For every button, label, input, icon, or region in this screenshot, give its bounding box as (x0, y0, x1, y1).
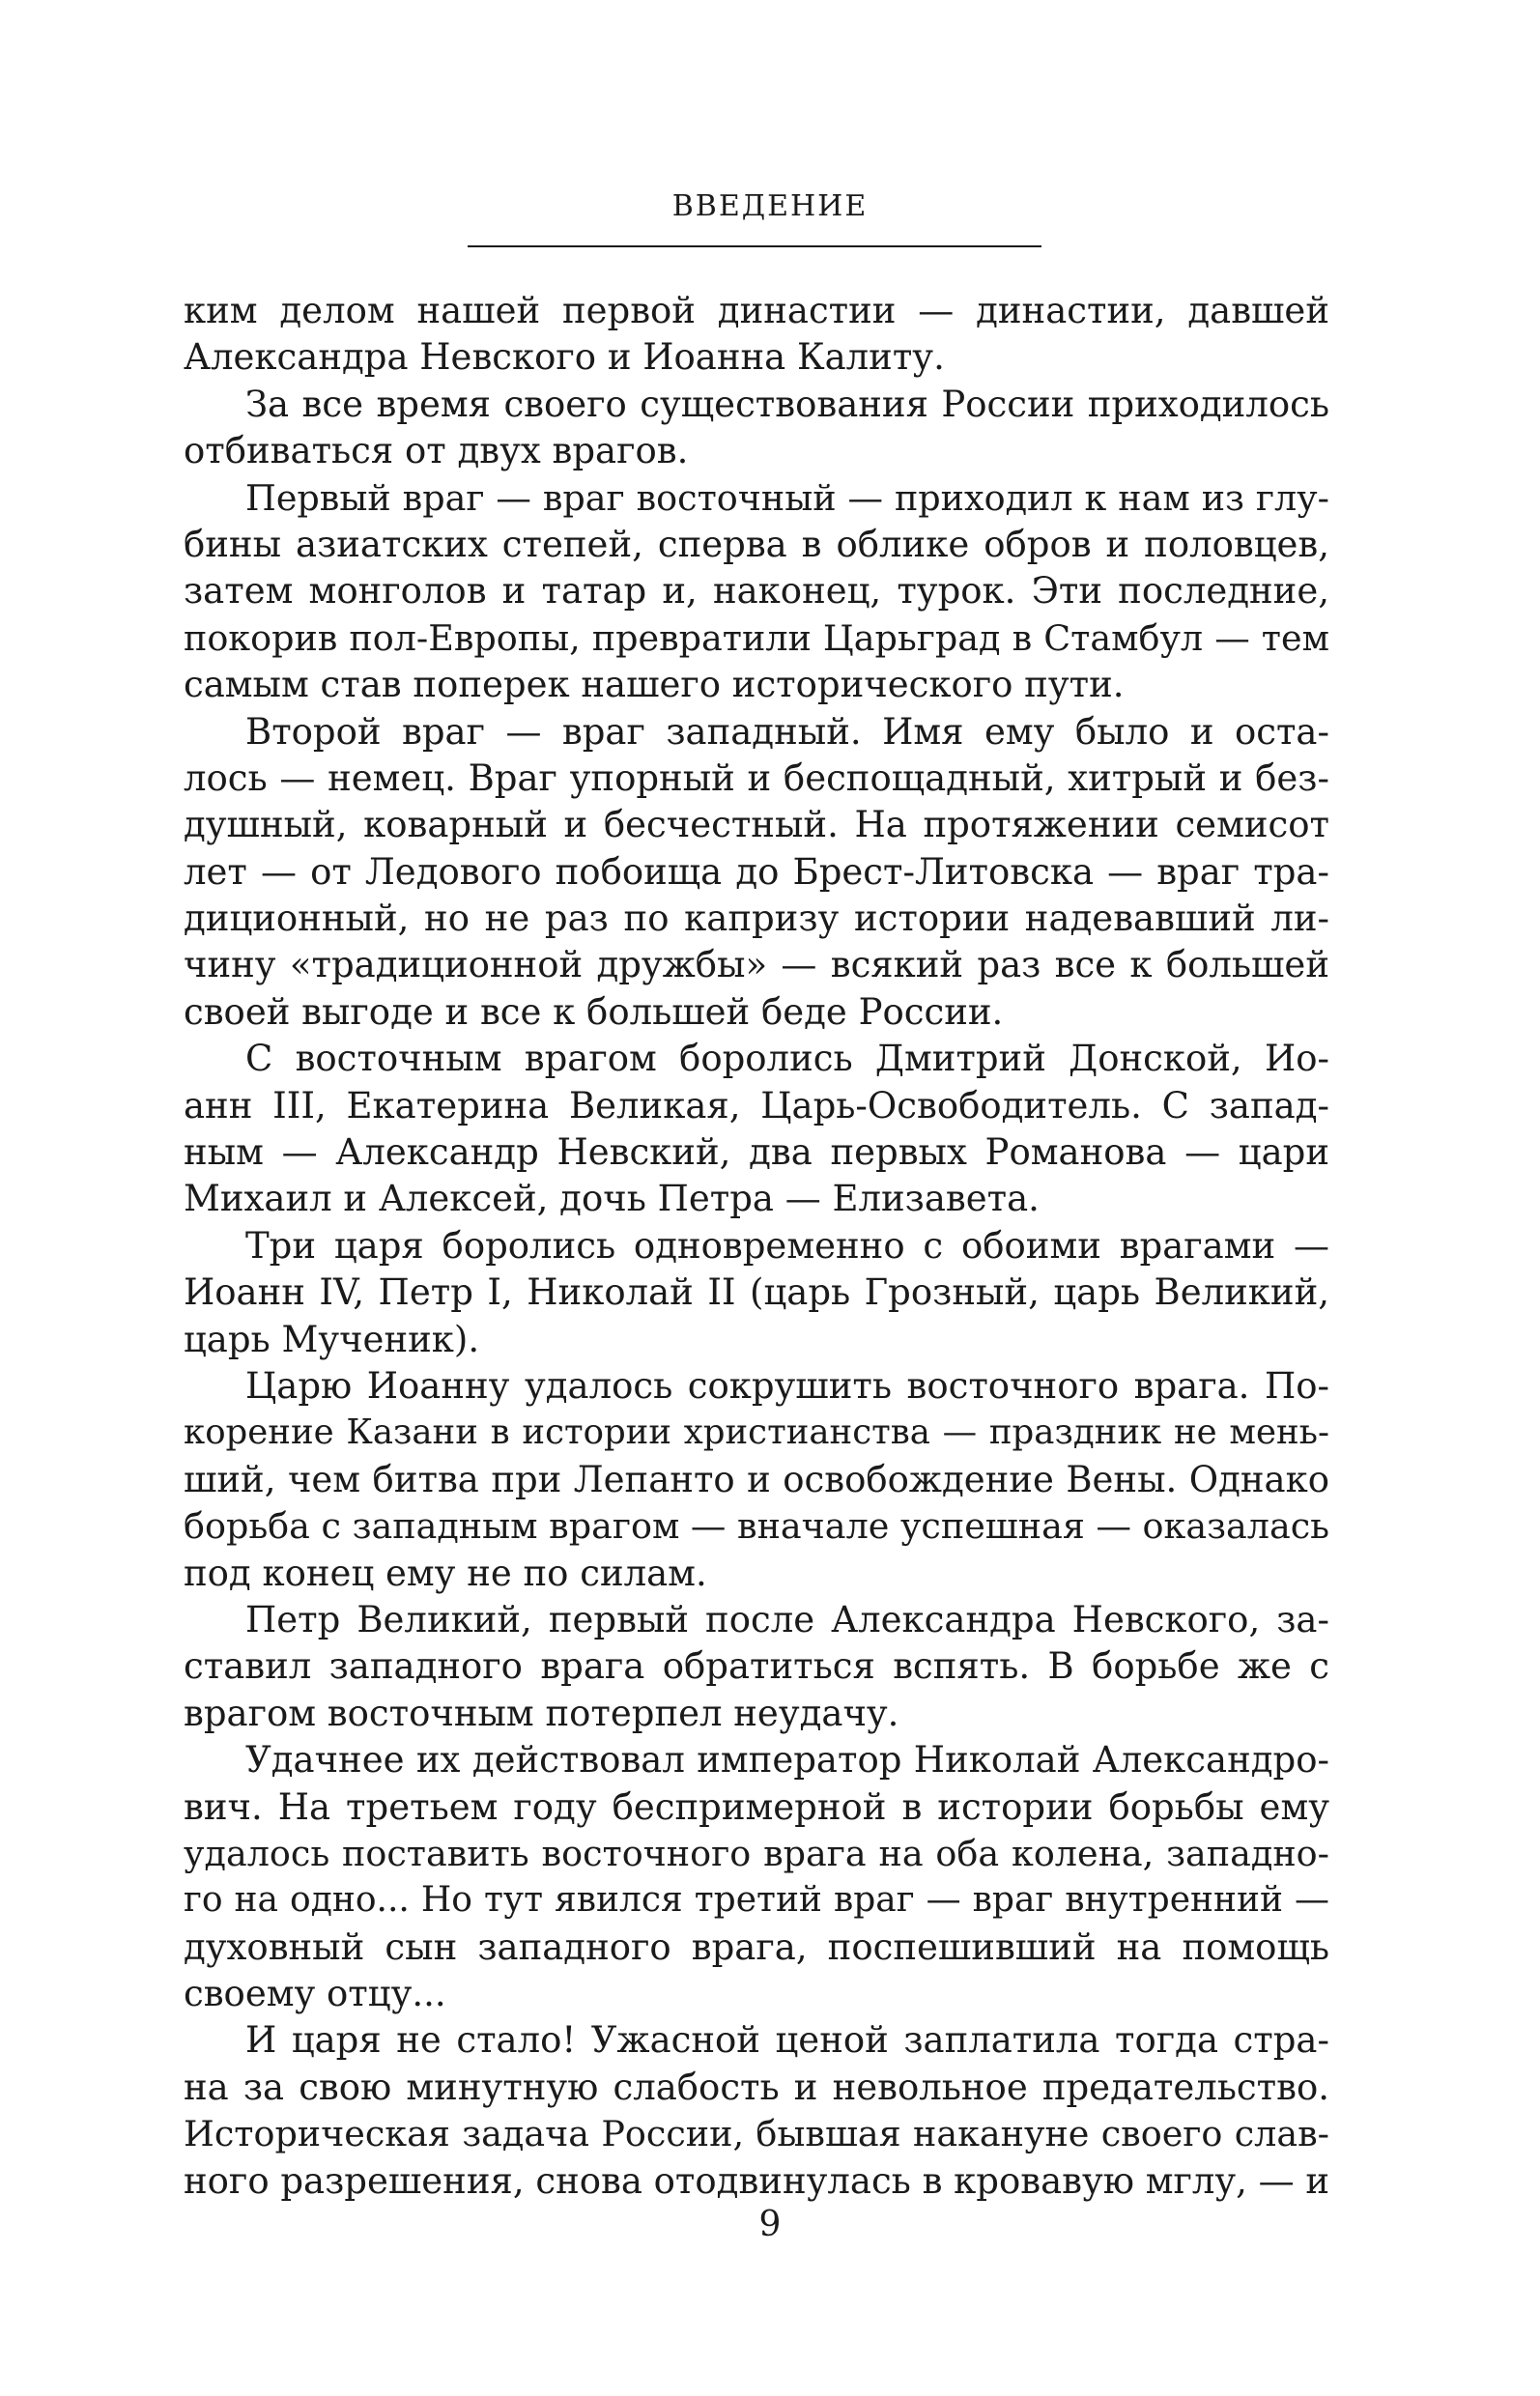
text-line: ким делом нашей первой династии — династии, давшей (184, 290, 1329, 331)
header-rule (468, 245, 1041, 247)
text-line: го на одно... Но тут явился третий враг — враг внутренний — (184, 1880, 1329, 1921)
text-line: лет — от Ледового побоища до Брест-Литовска — враг тра- (184, 850, 1329, 893)
text-line: самым став поперек нашего исторического пути. (184, 664, 1125, 706)
text-line: царь Мученик). (184, 1318, 480, 1360)
text-line: вич. На третьем году беспримерной в истории борьбы ему (184, 1785, 1329, 1828)
text-line: врагом восточным потерпел неудачу. (184, 1692, 899, 1734)
text-line: духовный сын западного врага, поспешивший на помощь (184, 1925, 1329, 1968)
text-line: Петр Великий, первый после Александра Невского, за- (245, 1598, 1329, 1640)
text-line: чину «традиционной дружбы» — всякий раз все к большей (184, 944, 1329, 986)
text-line: корение Казани в истории христианства — праздник не мень- (184, 1412, 1329, 1453)
text-line: лось — немец. Враг упорный и беспощадный, хитрый и без- (184, 756, 1329, 799)
text-line: Историческая задача России, бывшая накануне своего слав- (184, 2113, 1329, 2155)
text-line: ного разрешения, снова отодвинулась в кровавую мглу, — и (184, 2159, 1329, 2202)
text-line: С восточным врагом боролись Дмитрий Донской, Ио- (245, 1038, 1329, 1080)
text-line: на за свою минутную слабость и невольное предательство. (184, 2066, 1329, 2108)
text-line: Царю Иоанну удалось сокрушить восточного врага. По- (245, 1364, 1329, 1407)
text-line: ным — Александр Невский, два первых Романова — цари (184, 1131, 1329, 1174)
text-line: покорив пол-Европы, превратили Царьград в Стамбул — тем (184, 616, 1329, 659)
text-line: ставил западного врага обратиться вспять. В борьбе же с (184, 1645, 1329, 1688)
text-line: Иоанн IV, Петр I, Николай II (царь Грозный, царь Великий, (184, 1271, 1329, 1314)
text-line: душный, коварный и бесчестный. На протяжении семисот (184, 804, 1329, 846)
text-line: Первый враг — враг восточный — приходил к нам из глу- (245, 476, 1329, 519)
text-line: Удачнее их действовал император Николай Александро- (245, 1739, 1329, 1782)
text-line: За все время своего существования России приходилось (245, 383, 1329, 425)
text-line: удалось поставить восточного врага на оба колена, западно- (184, 1832, 1329, 1874)
text-line: диционный, но не раз по капризу истории надевавший ли- (184, 898, 1329, 940)
text-line: своему отцу... (184, 1973, 446, 2015)
text-line: ший, чем битва при Лепанто и освобождение Вены. Однако (184, 1458, 1329, 1500)
text-line: Второй враг — враг западный. Имя ему было и оста- (245, 710, 1329, 753)
text-line: борьба с западным врагом — вначале успешная — оказалась (184, 1505, 1329, 1548)
text-line: Три царя боролись одновременно с обоими врагами — (245, 1224, 1329, 1267)
text-line: отбиваться от двух врагов. (184, 430, 689, 472)
text-line: бины азиатских степей, сперва в облике обров и половцев, (184, 523, 1329, 565)
body-text (184, 288, 1329, 2205)
text-line: затем монголов и татар и, наконец, турок. Эти последние, (184, 570, 1329, 613)
text-line: И царя не стало! Ужасной ценой заплатила тогда стра- (245, 2019, 1329, 2062)
text-line: Александра Невского и Иоанна Калиту. (184, 336, 945, 379)
text-line: Михаил и Алексей, дочь Петра — Елизавета. (184, 1178, 1040, 1220)
text-line: анн III, Екатерина Великая, Царь-Освободитель. С запад- (184, 1084, 1329, 1127)
text-line: своей выгоде и все к большей беде России. (184, 990, 1004, 1033)
running-head-title: ВВЕДЕНИЕ (671, 189, 869, 223)
page-number: 9 (758, 2205, 782, 2244)
text-line: под конец ему не по силам. (184, 1552, 707, 1594)
